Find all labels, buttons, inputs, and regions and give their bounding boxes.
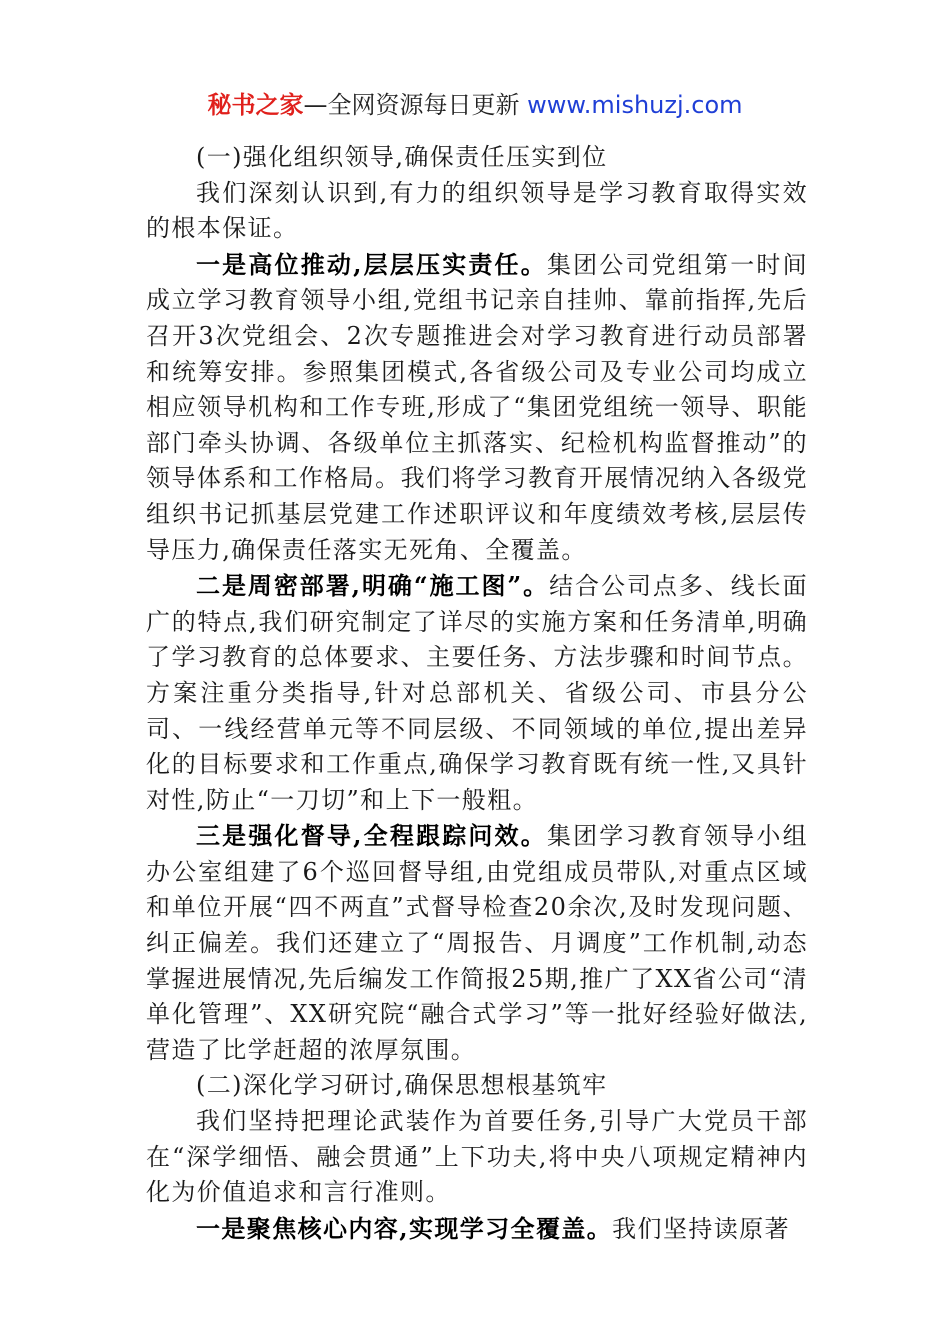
- paragraph-3-text: 集团学习教育领导小组办公室组建了6个巡回督导组,由党组成员带队,对重点区域和单位开展“四不两直”式督导检查20余次,及时发现问题、纠正偏差。我们还建立了“周报告、月调度”工作机制,动态掌握进展情况,先后编发工作简报25期,推广了XX省公司“清单化管理”、XX研究院“融合式学习”等一批好经验好做法,营造了比学赶超的浓厚氛围。: [146, 822, 808, 1064]
- site-url-link[interactable]: www.mishuzj.com: [527, 91, 743, 119]
- section-heading-2: (二)深化学习研讨,确保思想根基筑牢: [196, 1071, 608, 1100]
- paragraph-3-lead: 三是强化督导,全程跟踪问效。: [196, 821, 547, 851]
- paragraph-1: [146, 247, 808, 568]
- section-intro-2: 我们坚持把理论武装作为首要任务,引导广大党员干部在“深学细悟、融会贯通”上下功夫,将中央八项规定精神内化为价值追求和言行准则。: [146, 1107, 808, 1207]
- header-slogan: —全网资源每日更新: [303, 91, 528, 119]
- paragraph-1-text: 集团公司党组第一时间成立学习教育领导小组,党组书记亲自挂帅、靠前指挥,先后召开3次党组会、2次专题推进会对学习教育进行动员部署和统筹安排。参照集团模式,各省级公司及专业公司均成立相应领导机构和工作专班,形成了“集团党组统一领导、职能部门牵头协调、各级单位主抓落实、纪检机构监督推动”的领导体系和工作格局。我们将学习教育开展情况纳入各级党组织书记抓基层党建工作述职评议和年度绩效考核,层层传导压力,确保责任落实无死角、全覆盖。: [146, 250, 808, 564]
- section-intro-1: 我们深刻认识到,有力的组织领导是学习教育取得实效的根本保证。: [146, 178, 808, 243]
- document-body: [146, 140, 808, 1247]
- paragraph-1-lead: 一是高位推动,层层压实责任。: [196, 249, 547, 279]
- paragraph-3: [146, 818, 808, 1068]
- paragraph-2: [146, 568, 808, 818]
- site-header: [0, 88, 950, 122]
- section-heading-1: (一)强化组织领导,确保责任压实到位: [196, 143, 608, 171]
- paragraph-2-text: 结合公司点多、线长面广的特点,我们研究制定了详尽的实施方案和任务清单,明确了学习教育的总体要求、主要任务、方法步骤和时间节点。方案注重分类指导,针对总部机关、省级公司、市县分公司、一线经营单元等不同层级、不同领域的单位,提出差异化的目标要求和工作重点,确保学习教育既有统一性,又具针对性,防止“一刀切”和上下一般粗。: [146, 572, 808, 814]
- paragraph-4: [146, 1211, 808, 1248]
- paragraph-4-text: 我们坚持读原著: [612, 1214, 790, 1243]
- paragraph-2-lead: 二是周密部署,明确“施工图”。: [196, 571, 550, 601]
- paragraph-4-lead: 一是聚焦核心内容,实现学习全覆盖。: [196, 1213, 613, 1243]
- brand-name: 秘书之家: [207, 91, 304, 119]
